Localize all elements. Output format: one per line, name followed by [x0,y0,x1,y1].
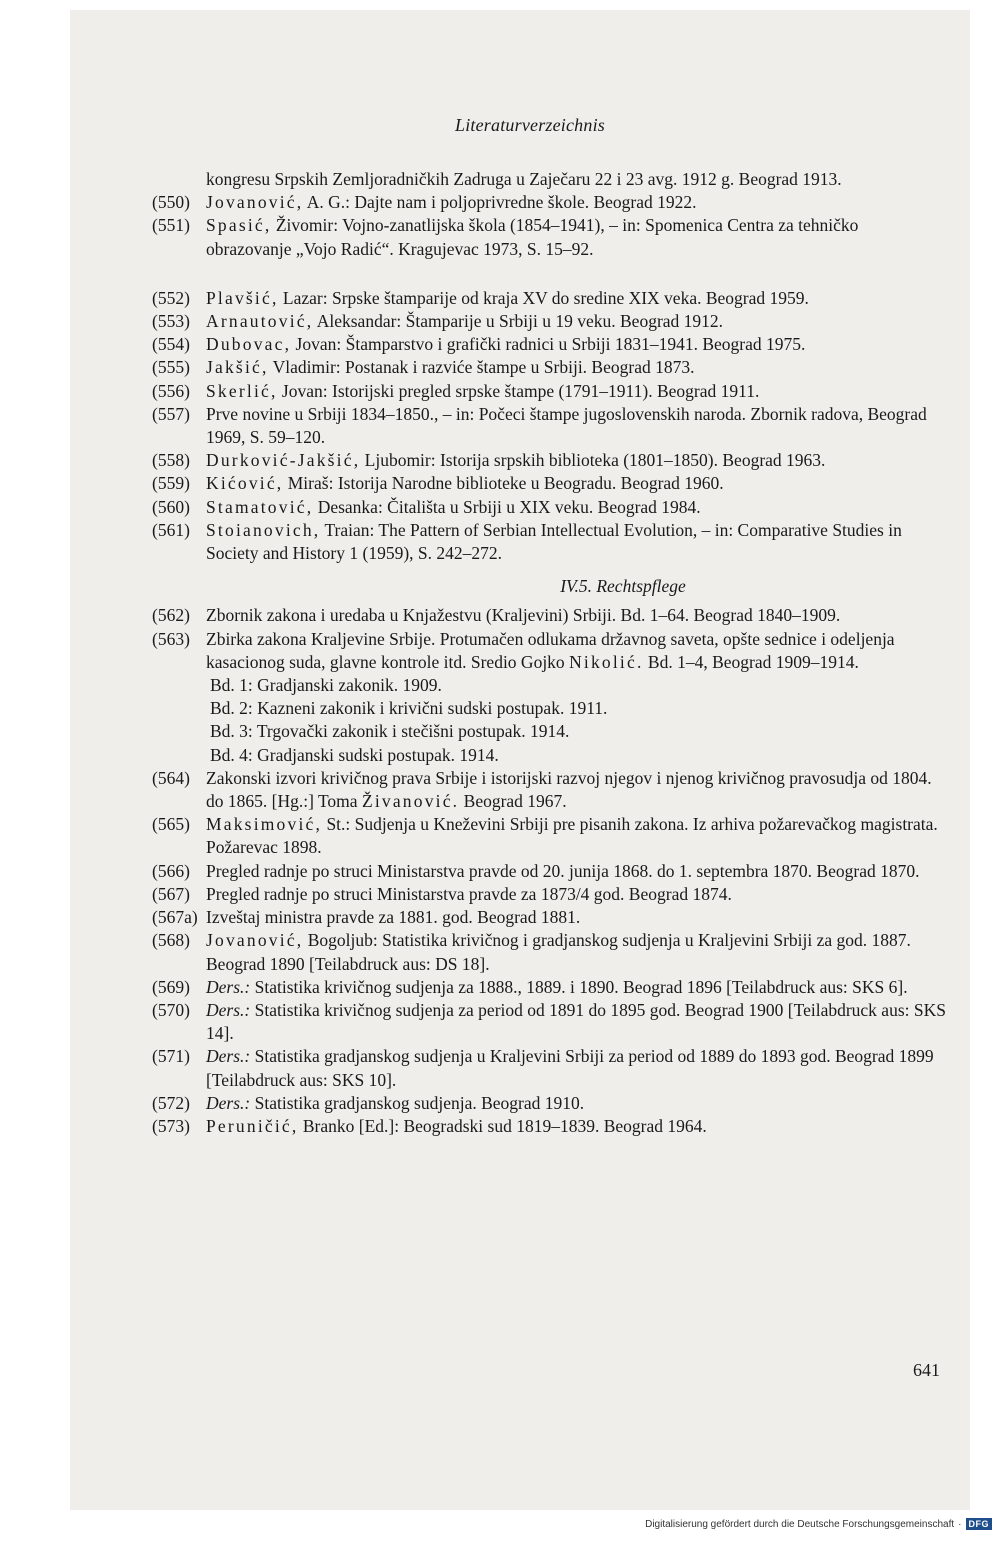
bib-entry-558 [152,449,948,472]
entry-text: Zbirka zakona Kraljevine Srbije. Protumačen odlukama državnog saveta, opšte sednice i odeljenja kasacionog suda, glavne kontrole itd. Sredio Gojko [206,628,895,672]
bib-entry-569 [152,976,948,999]
dfg-logo: DFG [966,1518,993,1530]
bib-entry-553 [152,310,948,333]
footer-separator: · [958,1518,962,1530]
entry-author: Jakšić, [206,357,269,378]
entry-text: St.: Sudjenja u Kneževini Srbiji pre pisanih zakona. Iz arhiva požarevačkog magistrata. Požarevac 1898. [206,814,938,858]
entry-text-end: Bd. 1–4, Beograd 1909–1914. [643,651,859,672]
entry-text: Jovan: Istorijski pregled srpske štampe (1791–1911). Beograd 1911. [277,380,760,401]
footer-text: Digitalisierung gefördert durch die Deutsche Forschungsgemeinschaft [645,1518,955,1530]
spacer [158,261,948,287]
entry-text: Jovan: Štamparstvo i grafički radnici u Srbiji 1831–1941. Beograd 1975. [291,334,806,355]
entry-number: (557) [152,403,190,424]
bib-entry-572 [152,1092,948,1115]
entry-number: (569) [152,976,190,997]
entry-text: Aleksandar: Štamparije u Srbiji u 19 veku. Beograd 1912. [313,311,724,332]
entry-author: Dubovac, [206,334,292,355]
volume-line: Bd. 3: Trgovački zakonik i stečišni postupak. 1914. [210,721,570,742]
bib-entry-568 [152,929,948,975]
entry-author: Plavšić, [206,287,279,308]
entry-author: Kićović, [206,473,284,494]
bib-entry-556 [152,380,948,403]
section-heading: IV.5. Rechtspflege [560,576,686,597]
entry-number: (567a) [152,907,198,928]
entry-text: Statistika krivičnog sudjenja za 1888., 1889. i 1890. Beograd 1896 [Teilabdruck aus: SKS 6]. [250,976,908,997]
entry-text-end: Beograd 1967. [459,791,567,812]
bib-entry-560 [152,496,948,519]
entry-number: (563) [152,628,190,649]
entry-text: Zbornik zakona i uredaba u Knjažestvu (Kraljevini) Srbiji. Bd. 1–64. Beograd 1840–1909. [206,605,841,626]
entry-number: (568) [152,930,190,951]
entry-author: Stamatović, [206,496,314,517]
entry-text: Živomir: Vojno-zanatlijska škola (1854–1941), – in: Spomenica Centra za tehničko obrazovanje „Vojo Radić“. Kragujevac 1973, S. 15–92. [206,215,859,259]
entry-text: Statistika gradjanskog sudjenja. Beograd 1910. [250,1092,585,1113]
bib-entry-565 [152,813,948,859]
entry-number: (570) [152,999,190,1020]
bib-entry-555 [152,356,948,379]
entry-number: (556) [152,380,190,401]
entry-text: Traian: The Pattern of Serbian Intellectual Evolution, – in: Comparative Studies in Society and History 1 (1959), S. 242–272. [206,519,902,564]
entry-text: Lazar: Srpske štamparije od kraja XV do sredine XIX veka. Beograd 1959. [278,287,809,308]
entry-number: (554) [152,334,190,355]
entry-text: Pregled radnje po struci Ministarstva pravde od 20. junija 1868. do 1. septembra 1870. Beograd 1870. [206,860,920,881]
entry-text: Statistika krivičnog sudjenja za period od 1891 do 1895 god. Beograd 1900 [Teilabdruck aus: SKS 14]. [206,999,946,1044]
entry-ders: Ders.: [206,1092,251,1113]
bib-entry-571 [152,1045,948,1091]
bib-entry-566 [152,860,948,883]
bib-entry-559 [152,472,948,495]
entry-text: Prve novine u Srbiji 1834–1850., – in: Počeci štampe jugoslovenskih naroda. Zbornik radova, Beograd 1969, S. 59–120. [206,403,927,448]
entry-number: (552) [152,287,190,308]
bibliography-list [152,168,948,1138]
entry-text: Izveštaj ministra pravde za 1881. god. Beograd 1881. [206,907,581,928]
volume-line: Bd. 4: Gradjanski sudski postupak. 1914. [210,744,499,765]
entry-text: Statistika gradjanskog sudjenja u Kraljevini Srbiji za period od 1889 do 1893 god. Beograd 1899 [Teilabdruck aus: SKS 10]. [206,1046,934,1090]
entry-number: (561) [152,519,190,540]
entry-number: (564) [152,767,190,788]
entry-author: Peruničić, [206,1115,299,1136]
entry-author: Spasić, [206,215,272,236]
bib-entry-551 [152,214,948,260]
entry-number: (559) [152,473,190,494]
bib-entry-554 [152,333,948,356]
entry-number: (550) [152,192,190,213]
entry-editor: Živanović. [361,791,460,812]
bib-entry-552 [152,287,948,310]
entry-ders: Ders.: [206,1046,251,1067]
entry-author: Jovanović, [206,192,304,213]
entry-number: (573) [152,1115,190,1136]
running-head: Literaturverzeichnis [455,115,605,135]
book-page [70,10,970,1510]
entry-number: (566) [152,860,190,881]
entry-ders: Ders.: [206,999,251,1020]
bib-entry-563 [152,628,948,674]
page-number: 641 [913,1360,940,1380]
entry-author: Durković-Jakšić, [206,450,361,471]
entry-ders: Ders.: [206,976,251,997]
entry-author: Skerlić, [206,380,278,401]
entry-text: Zakonski izvori krivičnog prava Srbije i istorijski razvoj njegov i njenog krivičnog pravosudja od 1804. do 1865. [Hg.:] Toma [206,767,932,812]
bib-entry-567 [152,883,948,906]
entry-number: (572) [152,1092,190,1113]
entry-number: (560) [152,496,190,517]
entry-text: Miraš: Istorija Narodne biblioteke u Beogradu. Beograd 1960. [283,473,724,494]
bib-entry-567a [152,906,948,929]
digitization-footer [645,1518,992,1530]
entry-author: Arnautović, [206,311,314,332]
bib-entry-562 [152,604,948,627]
entry-author: Stoianovich, [206,519,321,540]
entry-text: Branko [Ed.]: Beogradski sud 1819–1839. Beograd 1964. [298,1115,707,1136]
entry-number: (553) [152,311,190,332]
entry-number: (571) [152,1046,190,1067]
volume-line: Bd. 1: Gradjanski zakonik. 1909. [210,675,442,696]
entry-text: Desanka: Čitališta u Srbiji u XIX veku. Beograd 1984. [313,496,701,517]
entry-author: Jovanović, [206,930,304,951]
entry-number: (558) [152,450,190,471]
entry-author: Maksimović, [206,814,323,835]
entry-text: Ljubomir: Istorija srpskih biblioteka (1801–1850). Beograd 1963. [360,450,826,471]
entry-text: A. G.: Dajte nam i poljoprivredne škole. Beograd 1922. [303,192,697,213]
entry-number: (551) [152,215,190,236]
entry-editor: Nikolić. [569,651,644,672]
entry-text: Pregled radnje po struci Ministarstva pravde za 1873/4 god. Beograd 1874. [206,883,732,904]
bib-entry-564 [152,767,948,813]
entry-number: (567) [152,883,190,904]
entry-number: (555) [152,357,190,378]
entry-text: Vladimir: Postanak i razviće štampe u Srbiji. Beograd 1873. [268,357,695,378]
bib-entry-561 [152,519,948,565]
entry-text: Bogoljub: Statistika krivičnog i gradjanskog sudjenja u Kraljevini Srbiji za god. 1887. Beograd 1890 [Teilabdruck aus: DS 18]. [206,930,911,974]
entry-number: (562) [152,605,190,626]
entry-number: (565) [152,814,190,835]
bib-entry-557 [152,403,948,449]
continuation-text: kongresu Srpskih Zemljoradničkih Zadruga u Zaječaru 22 i 23 avg. 1912 g. Beograd 1913. [206,169,842,189]
bib-entry-573 [152,1115,948,1138]
bib-entry-550 [152,191,948,214]
bib-entry-570 [152,999,948,1045]
volume-line: Bd. 2: Kazneni zakonik i krivični sudski postupak. 1911. [210,698,608,719]
